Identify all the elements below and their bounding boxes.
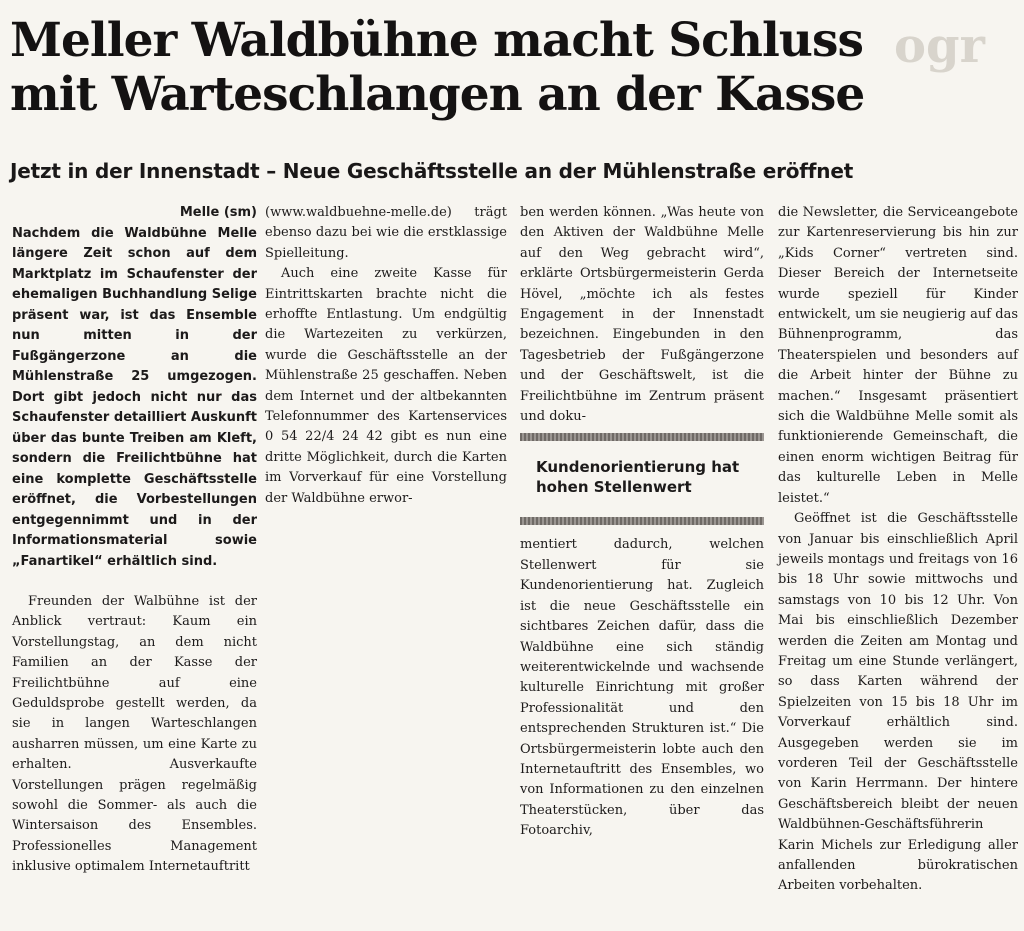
body-paragraph: ben werden können. „Was heute von den Aktiven der Waldbühne Melle auf den Weg gebracht wird“, erklärte Ortsbürgermeisterin Gerda Hövel, „möchte ich als festes Engagement in der Innenstadt bezeichnen. Eingebunden in den Tagesbetrieb der Fußgängerzone und der Geschäftswelt, ist die Freilichtbühne im Zentrum präsent und doku- [520,205,764,425]
divider-rule [520,517,764,525]
headline-line-2: mit Warteschlangen an der Kasse [10,67,865,122]
body-paragraph: Auch eine zweite Kasse für Eintrittskarten brachte nicht die erhoffte Entlastung. Um endgültig die Wartezeiten zu verkürzen, wurde die Geschäftsstelle an der Mühlenstraße 25 geschaffen. Neben dem Internet und der altbekannten Telefonnummer des Kartenservices 0 54 22/4 24 42 gibt es nun eine dritte Möglichkeit, durch die Karten im Vorverkauf für eine Vorstellung der Waldbühne erwor- [265,266,507,506]
body-paragraph: mentiert dadurch, welchen Stellenwert für sie Kundenorientierung hat. Zugleich ist die neue Geschäftsstelle ein sichtbares Zeichen dafür, dass die Waldbühne eine sich ständig weiterentwickelnde und wachsende kulturelle Einrichtung mit großer Professionalität und den entsprechenden Strukturen ist.“ Die Ortsbürgermeisterin lobte auch den Internetauftritt des Ensembles, wo von Informationen zu den einzelnen Theaterstücken, über das Fotoarchiv, [520,537,764,839]
body-paragraph: Freunden der Walbühne ist der Anblick vertraut: Kaum ein Vorstellungstag, an dem nicht Familien an der Kasse der Freilichtbühne auf eine Geduldsprobe gestellt werden, da sie in langen Warteschlangen ausharren müssen, um eine Karte zu erhalten. Ausverkaufte Vorstellungen prägen regelmäßig sowohl die Sommer- als auch die Wintersaison des Ensembles. Professionelles Management inklusive optimalem Internetauftritt [12,594,257,875]
column-1 [12,203,257,878]
headline [10,14,970,122]
dateline: Melle (sm) [179,205,257,220]
body-paragraph: die Newsletter, die Serviceangebote zur Kartenreservierung bis hin zur „Kids Corner“ vertreten sind. Dieser Bereich der Internetseite wurde speziell für Kinder entwickelt, um sie neugierig auf das Bühnenprogramm, das Theaterspielen und besonders auf die Arbeit hinter der Bühne zu machen.“ Insgesamt präsentiert sich die Waldbühne Melle somit als funktionierende Gemeinschaft, die einen enorm wichtigen Beitrag für das kulturelle Leben in Melle leistet.“ [778,205,1018,506]
subheadline: Jetzt in der Innenstadt – Neue Geschäftsstelle an der Mühlenstraße eröffnet [10,159,854,183]
intermediate-heading: Kundenorientierung hat hohen Stellenwert [536,458,740,497]
divider-rule [520,433,764,441]
body-paragraph: (www.waldbuehne-melle.de) trägt ebenso dazu bei wie die erstklassige Spielleitung. [265,205,507,261]
lead-paragraph: Nachdem die Waldbühne Melle längere Zeit schon auf dem Marktplatz im Schaufenster der ehemaligen Buchhandlung Selige präsent war, ist das Ensemble nun mitten in der Fußgängerzone an die Mühlenstraße 25 umgezogen. Dort gibt jedoch nicht nur das Schaufenster detailliert Auskunft über das bunte Treiben am Kleft, sondern die Freilichtbühne hat eine komplette Geschäftsstelle eröffnet, die Vorbestellungen entgegennimmt und in der Informationsmaterial sowie „Fanartikel“ erhältlich sind. [12,225,257,569]
body-paragraph: Geöffnet ist die Geschäftsstelle von Januar bis einschließlich April jeweils montags und freitags von 16 bis 18 Uhr sowie mittwochs und samstags von 10 bis 12 Uhr. Von Mai bis einschließlich Dezember werden die Zeiten am Montag und Freitag um eine Stunde verlängert, so dass Karten während der Spielzeiten von 15 bis 18 Uhr im Vorverkauf erhältlich sind. Ausgegeben werden sie im vorderen Teil der Geschäftsstelle von Karin Herrmann. Der hintere Geschäftsbereich bleibt der neuen Waldbühnen-Geschäftsführerin Karin Michels zur Erledigung aller anfallenden bürokratischen Arbeiten vorbehalten. [778,511,1018,894]
adjacent-article-fragment: ogr [894,18,985,74]
column-3 [520,203,764,842]
column-4 [778,203,1018,897]
column-2 [265,203,507,509]
headline-line-1: Meller Waldbühne macht Schluss [10,13,863,68]
